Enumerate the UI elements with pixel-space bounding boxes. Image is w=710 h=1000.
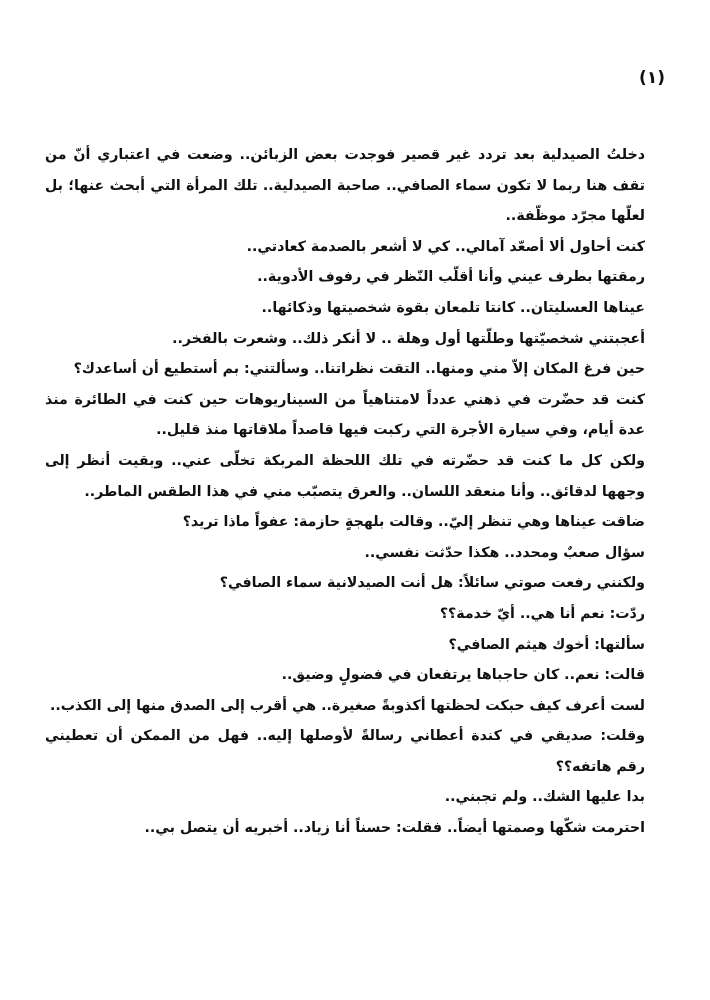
paragraph-2: كنت أحاول ألا أصعّد آمالي.. كي لا أشعر بالصدمة كعادتي.. [246, 238, 645, 255]
paragraph-10: سؤال صعبٌ ومحدد.. هكذا حدّثت نفسي.. [364, 544, 645, 561]
paragraph-11: ولكنني رفعت صوتي سائلاً: هل أنت الصيدلانية سماء الصافي؟ [219, 575, 645, 592]
paragraph-14: قالت: نعم.. كان حاجباها يرتفعان في فضولٍ وضيق.. [281, 667, 645, 684]
paragraph-7: كنت قد حضّرت في ذهني عدداً لامتناهياً من السيناريوهات حين كنت في الطائرة منذ عدة أيام، وفي سيارة الأجرة التي ركبت فيها قاصداً ملاقاتها منذ قليل.. [45, 391, 645, 439]
paragraph-17: بدا عليها الشك.. ولم تجبني.. [444, 789, 645, 806]
paragraph-9: ضاقت عيناها وهي تنظر إليّ.. وقالت بلهجةٍ حازمة: عفواً ماذا تريد؟ [182, 514, 645, 531]
paragraph-8: ولكن كل ما كنت قد حضّرته في تلك اللحظة المربكة تخلّى عني.. وبقيت أنظر إلى وجهها لدقائق.. وأنا منعقد اللسان.. والعرق يتصبّب مني في هذا الطقس الماطر.. [45, 452, 645, 500]
paragraph-13: سألتها: أخوك هيثم الصافي؟ [448, 636, 645, 653]
paragraph-1: دخلتُ الصيدلية بعد تردد غير قصير فوجدت بعض الزبائن.. وضعت في اعتباري أنّ من تقف هنا ربما لا تكون سماء الصافي.. صاحبة الصيدلية.. تلك المرأة التي أبحث عنها؛ بل لعلّها مجرّد موظّفة.. [45, 147, 645, 225]
paragraph-15: لست أعرف كيف حبكت لحظتها أكذوبةً صغيرة.. هي أقرب إلى الصدق منها إلى الكذب.. [50, 697, 645, 714]
paragraph-18: احترمت شكّها وصمتها أيضاً.. فقلت: حسناً أنا زياد.. أخبريه أن يتصل بي.. [144, 820, 645, 837]
chapter-number: (١) [639, 68, 665, 88]
paragraph-16: وقلت: صديقي في كندة أعطاني رسالةً لأوصلها إليه.. فهل من الممكن أن تعطيني رقم هاتفه؟؟ [45, 728, 645, 775]
paragraph-5: أعجبتني شخصيّتها وطلّتها أول وهلة .. لا أنكر ذلك.. وشعرت بالفخر.. [172, 330, 645, 347]
paragraph-4: عيناها العسليتان.. كانتا تلمعان بقوة شخصيتها وذكائها.. [261, 299, 645, 316]
paragraph-12: ردّت: نعم أنا هي.. أيّ خدمة؟؟ [439, 605, 645, 622]
chapter-body [45, 140, 665, 844]
paragraph-6: حين فرغ المكان إلاّ مني ومنها.. التقت نظراتنا.. وسألتني: بم أستطيع أن أساعدك؟ [73, 361, 645, 378]
paragraph-3: رمقتها بطرف عيني وأنا أقلّب النّظر في رفوف الأدوية.. [257, 269, 645, 286]
